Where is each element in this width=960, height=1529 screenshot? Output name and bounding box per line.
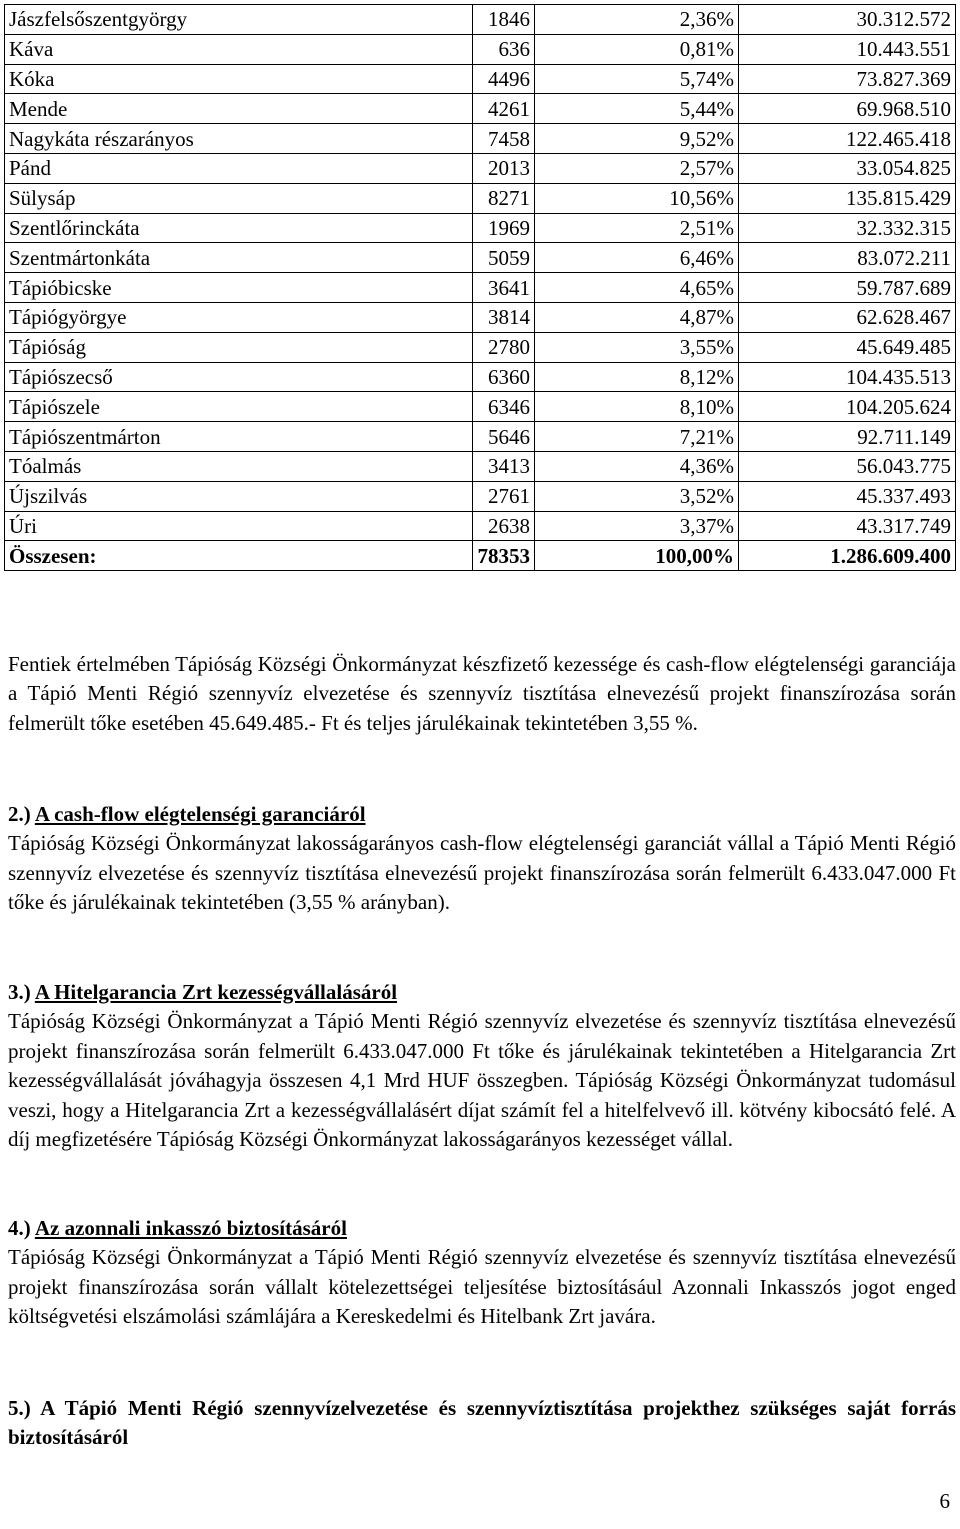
population-cell: 2013 bbox=[473, 153, 535, 183]
table-row bbox=[5, 451, 956, 481]
table-row bbox=[5, 124, 956, 154]
table-row bbox=[5, 34, 956, 64]
section-2-title: A cash-flow elégtelenségi garanciáról bbox=[34, 802, 366, 826]
amount-cell: 30.312.572 bbox=[739, 5, 956, 35]
table-row bbox=[5, 243, 956, 273]
share-percent-cell: 4,87% bbox=[535, 302, 739, 332]
population-cell: 3814 bbox=[473, 302, 535, 332]
municipality-cell: Nagykáta részarányos bbox=[5, 124, 473, 154]
amount-cell: 33.054.825 bbox=[739, 153, 956, 183]
allocation-table bbox=[4, 4, 956, 571]
municipality-cell: Mende bbox=[5, 94, 473, 124]
population-cell: 4261 bbox=[473, 94, 535, 124]
municipality-cell: Tápióbicske bbox=[5, 273, 473, 303]
share-percent-cell: 100,00% bbox=[535, 541, 739, 571]
municipality-cell: Jászfelsőszentgyörgy bbox=[5, 5, 473, 35]
section-2-number: 2.) bbox=[8, 802, 31, 826]
share-percent-cell: 2,57% bbox=[535, 153, 739, 183]
population-cell: 8271 bbox=[473, 183, 535, 213]
municipality-cell: Pánd bbox=[5, 153, 473, 183]
table-row bbox=[5, 183, 956, 213]
amount-cell: 83.072.211 bbox=[739, 243, 956, 273]
population-cell: 7458 bbox=[473, 124, 535, 154]
share-percent-cell: 7,21% bbox=[535, 422, 739, 452]
municipality-cell: Összesen: bbox=[5, 541, 473, 571]
table-row bbox=[5, 94, 956, 124]
table-row bbox=[5, 5, 956, 35]
share-percent-cell: 6,46% bbox=[535, 243, 739, 273]
section-5-title: A Tápió Menti Régió szennyvízelvezetése és szennyvíztisztítása projekthez szükséges saját forrás biztosításáról bbox=[8, 1396, 956, 1450]
share-percent-cell: 4,36% bbox=[535, 451, 739, 481]
population-cell: 636 bbox=[473, 34, 535, 64]
population-cell: 2761 bbox=[473, 481, 535, 511]
share-percent-cell: 5,44% bbox=[535, 94, 739, 124]
municipality-cell: Káva bbox=[5, 34, 473, 64]
share-percent-cell: 9,52% bbox=[535, 124, 739, 154]
table-row bbox=[5, 273, 956, 303]
municipality-cell: Tápiógyörgye bbox=[5, 302, 473, 332]
share-percent-cell: 0,81% bbox=[535, 34, 739, 64]
amount-cell: 122.465.418 bbox=[739, 124, 956, 154]
amount-cell: 104.205.624 bbox=[739, 392, 956, 422]
amount-cell: 45.337.493 bbox=[739, 481, 956, 511]
intro-paragraph: Fentiek értelmében Tápióság Községi Önkormányzat készfizető kezessége és cash-flow elégtelenségi garanciája a Tápió Menti Régió szennyvíz elvezetése és szennyvíz tisztítása elnevezésű projekt finanszírozása során felmerült tőke esetében 45.649.485.- Ft és teljes járulékainak tekintetében 3,55 %. bbox=[8, 652, 956, 735]
page-number: 6 bbox=[939, 1489, 950, 1513]
allocation-table-body bbox=[5, 5, 956, 571]
amount-cell: 104.435.513 bbox=[739, 362, 956, 392]
population-cell: 3413 bbox=[473, 451, 535, 481]
share-percent-cell: 10,56% bbox=[535, 183, 739, 213]
table-row bbox=[5, 362, 956, 392]
amount-cell: 56.043.775 bbox=[739, 451, 956, 481]
share-percent-cell: 3,55% bbox=[535, 332, 739, 362]
section-4 bbox=[8, 1214, 956, 1332]
section-2 bbox=[8, 800, 956, 918]
amount-cell: 1.286.609.400 bbox=[739, 541, 956, 571]
amount-cell: 73.827.369 bbox=[739, 64, 956, 94]
table-row bbox=[5, 213, 956, 243]
population-cell: 6360 bbox=[473, 362, 535, 392]
table-row bbox=[5, 481, 956, 511]
table-row bbox=[5, 422, 956, 452]
municipality-cell: Tóalmás bbox=[5, 451, 473, 481]
section-3 bbox=[8, 978, 956, 1154]
share-percent-cell: 2,51% bbox=[535, 213, 739, 243]
table-total-row bbox=[5, 541, 956, 571]
amount-cell: 59.787.689 bbox=[739, 273, 956, 303]
municipality-cell: Szentmártonkáta bbox=[5, 243, 473, 273]
amount-cell: 10.443.551 bbox=[739, 34, 956, 64]
population-cell: 5646 bbox=[473, 422, 535, 452]
section-3-heading bbox=[8, 978, 956, 1007]
table-row bbox=[5, 302, 956, 332]
section-4-heading bbox=[8, 1214, 956, 1243]
population-cell: 2780 bbox=[473, 332, 535, 362]
population-cell: 6346 bbox=[473, 392, 535, 422]
section-5-heading bbox=[8, 1394, 956, 1453]
amount-cell: 69.968.510 bbox=[739, 94, 956, 124]
population-cell: 2638 bbox=[473, 511, 535, 541]
table-row bbox=[5, 153, 956, 183]
section-4-title: Az azonnali inkasszó biztosításáról bbox=[34, 1216, 347, 1240]
share-percent-cell: 8,10% bbox=[535, 392, 739, 422]
share-percent-cell: 4,65% bbox=[535, 273, 739, 303]
municipality-cell: Tápiószecső bbox=[5, 362, 473, 392]
amount-cell: 43.317.749 bbox=[739, 511, 956, 541]
population-cell: 5059 bbox=[473, 243, 535, 273]
municipality-cell: Úri bbox=[5, 511, 473, 541]
section-3-title: A Hitelgarancia Zrt kezességvállalásáról bbox=[34, 980, 398, 1004]
table-row bbox=[5, 64, 956, 94]
table-row bbox=[5, 511, 956, 541]
amount-cell: 62.628.467 bbox=[739, 302, 956, 332]
municipality-cell: Kóka bbox=[5, 64, 473, 94]
population-cell: 3641 bbox=[473, 273, 535, 303]
section-5-number: 5.) bbox=[8, 1396, 31, 1420]
municipality-cell: Szentlőrinckáta bbox=[5, 213, 473, 243]
section-4-number: 4.) bbox=[8, 1216, 31, 1240]
population-cell: 1846 bbox=[473, 5, 535, 35]
section-2-body: Tápióság Községi Önkormányzat lakosságarányos cash-flow elégtelenségi garanciát vállal a Tápió Menti Régió szennyvíz elvezetése és szennyvíz tisztítása elnevezésű projekt finanszírozása során felmerült 6.433.047.000 Ft tőke és járulékainak tekintetében (3,55 % arányban). bbox=[8, 831, 956, 915]
municipality-cell: Tápióság bbox=[5, 332, 473, 362]
share-percent-cell: 5,74% bbox=[535, 64, 739, 94]
section-3-number: 3.) bbox=[8, 980, 31, 1004]
section-2-heading bbox=[8, 800, 956, 829]
section-3-body: Tápióság Községi Önkormányzat a Tápió Menti Régió szennyvíz elvezetése és szennyvíz tisztítása elnevezésű projekt finanszírozása során felmerült 6.433.047.000 Ft tőke és járulékainak tekintetében a Hitelgarancia Zrt kezességvállalását jóváhagyja összesen 4,1 Mrd HUF összegben. Tápióság Községi Önkormányzat tudomásul veszi, hogy a Hitelgarancia Zrt a kezességvállalásért díjat számít fel a hitelfelvevő ill. kötvény kibocsátó felé. A díj megfizetésére Tápióság Községi Önkormányzat lakosságarányos kezességet vállal. bbox=[8, 1009, 956, 1152]
amount-cell: 92.711.149 bbox=[739, 422, 956, 452]
share-percent-cell: 3,52% bbox=[535, 481, 739, 511]
share-percent-cell: 8,12% bbox=[535, 362, 739, 392]
table-row bbox=[5, 332, 956, 362]
municipality-cell: Újszilvás bbox=[5, 481, 473, 511]
amount-cell: 135.815.429 bbox=[739, 183, 956, 213]
population-cell: 78353 bbox=[473, 541, 535, 571]
municipality-cell: Tápiószele bbox=[5, 392, 473, 422]
share-percent-cell: 3,37% bbox=[535, 511, 739, 541]
municipality-cell: Sülysáp bbox=[5, 183, 473, 213]
municipality-cell: Tápiószentmárton bbox=[5, 422, 473, 452]
share-percent-cell: 2,36% bbox=[535, 5, 739, 35]
amount-cell: 45.649.485 bbox=[739, 332, 956, 362]
amount-cell: 32.332.315 bbox=[739, 213, 956, 243]
population-cell: 4496 bbox=[473, 64, 535, 94]
section-5 bbox=[8, 1394, 956, 1453]
table-row bbox=[5, 392, 956, 422]
section-4-body: Tápióság Községi Önkormányzat a Tápió Menti Régió szennyvíz elvezetése és szennyvíz tisztítása elnevezésű projekt finanszírozása során vállalt kötelezettségei teljesítése biztosításául Azonnali Inkasszós jogot enged költségvetési elszámolási számlájára a Kereskedelmi és Hitelbank Zrt javára. bbox=[8, 1245, 956, 1329]
population-cell: 1969 bbox=[473, 213, 535, 243]
